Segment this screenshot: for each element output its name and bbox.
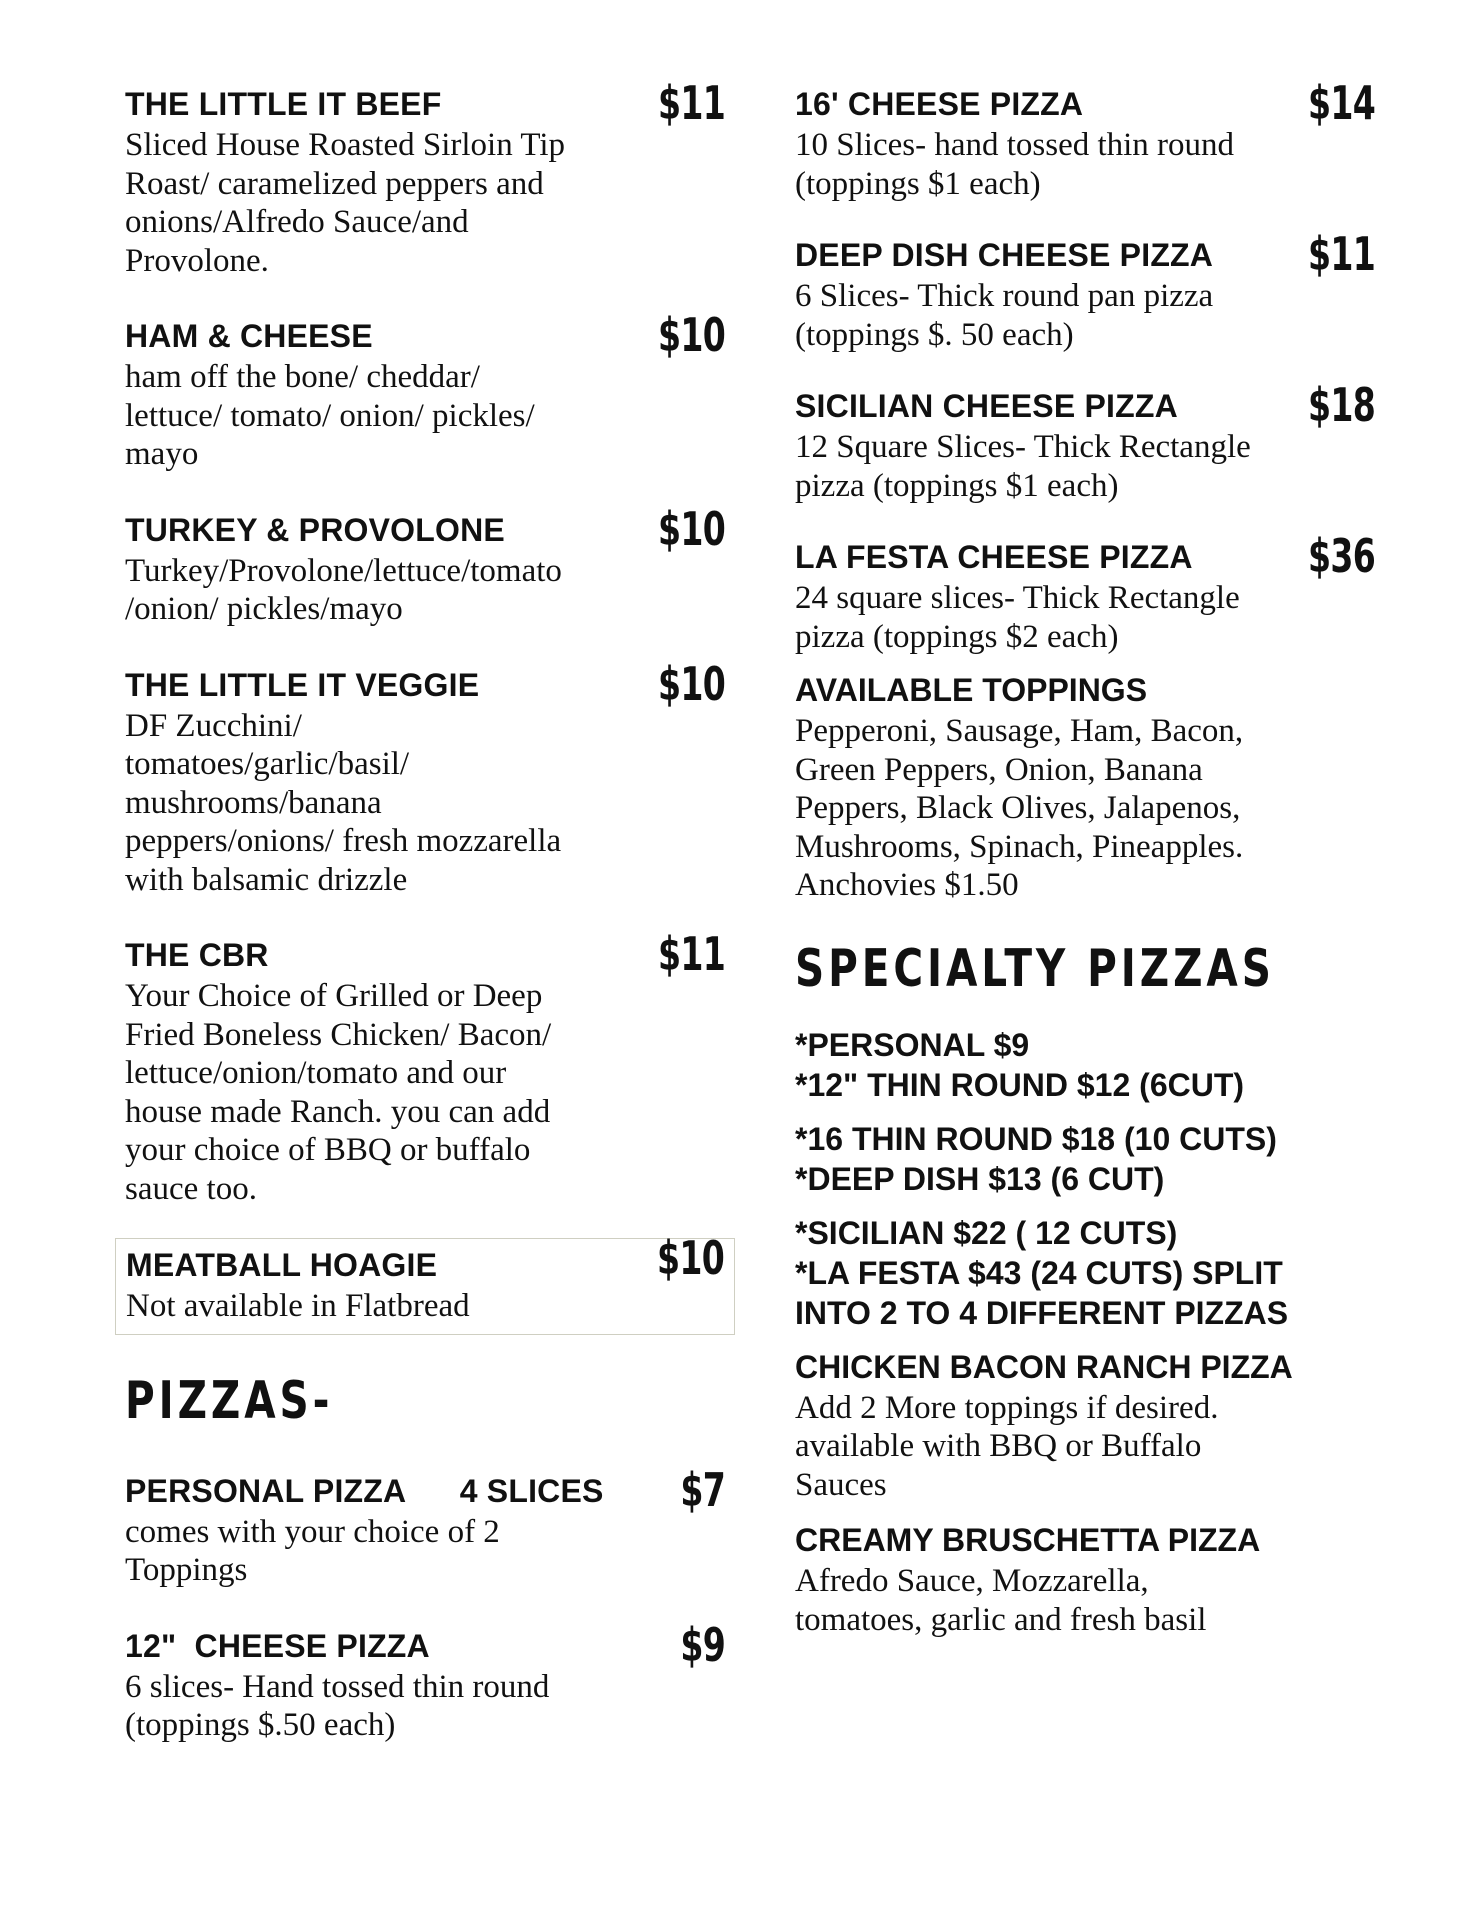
specialty-line: *LA FESTA $43 (24 CUTS) SPLIT <box>795 1254 1283 1291</box>
specialty-item <box>795 1520 1375 1639</box>
item-description: Turkey/Provolone/lettuce/tomato /onion/ pickles/mayo <box>125 552 562 627</box>
item-title: HAM & CHEESE <box>125 318 373 354</box>
item-title: DEEP DISH CHEESE PIZZA <box>795 237 1214 273</box>
specialty-line: *PERSONAL $9 <box>795 1026 1030 1063</box>
pizzas-heading: PIZZAS- <box>125 1370 334 1431</box>
right-column <box>795 78 1375 1671</box>
toppings-list: Pepperoni, Sausage, Ham, Bacon, Green Peppers, Onion, Banana Peppers, Black Olives, Jalapenos, Mushrooms, Spinach, Pineapples. Anchovies $1.50 <box>795 713 1244 903</box>
item-title: MEATBALL HOAGIE <box>126 1247 438 1283</box>
item-price: $10 <box>658 501 725 556</box>
specialty-line: INTO 2 TO 4 DIFFERENT PIZZAS <box>795 1294 1289 1331</box>
item-title: 12" CHEESE PIZZA <box>125 1627 430 1664</box>
menu-item <box>125 1617 725 1745</box>
specialty-line: *SICILIAN $22 ( 12 CUTS) <box>795 1214 1178 1251</box>
item-title: CHICKEN BACON RANCH PIZZA <box>795 1348 1293 1385</box>
item-title: LA FESTA CHEESE PIZZA <box>795 539 1193 575</box>
item-title: THE LITTLE IT VEGGIE <box>125 666 480 703</box>
specialty-pizzas-heading: SPECIALTY PIZZAS <box>795 938 1275 999</box>
item-title: CREAMY BRUSCHETTA PIZZA <box>795 1522 1261 1558</box>
specialty-price-group <box>795 1025 1375 1105</box>
item-description: 24 square slices- Thick Rectangle pizza (toppings $2 each) <box>795 580 1240 655</box>
specialty-line: *16 THIN ROUND $18 (10 CUTS) <box>795 1120 1277 1157</box>
left-column <box>125 78 725 1781</box>
item-description: ham off the bone/ cheddar/ lettuce/ tomato/ onion/ pickles/ mayo <box>125 359 535 472</box>
specialty-price-group <box>795 1119 1375 1199</box>
item-price: $9 <box>680 1617 725 1672</box>
item-price: $10 <box>657 1231 724 1285</box>
item-title: PERSONAL PIZZA 4 SLICES <box>125 1472 604 1509</box>
specialty-line: *12" THIN ROUND $12 (6CUT) <box>795 1066 1245 1103</box>
item-price: $36 <box>1308 529 1375 583</box>
item-title: TURKEY & PROVOLONE <box>125 511 505 548</box>
item-price: $11 <box>658 76 725 130</box>
item-description: 10 Slices- hand tossed thin round (toppings $1 each) <box>795 127 1235 202</box>
item-description: Afredo Sauce, Mozzarella, tomatoes, garlic and fresh basil <box>795 1563 1207 1638</box>
menu-item <box>125 1462 725 1590</box>
item-title: 16' CHEESE PIZZA <box>795 86 1084 122</box>
menu-item <box>795 227 1375 354</box>
item-description: Not available in Flatbread <box>126 1288 470 1324</box>
available-toppings <box>795 670 1375 905</box>
menu-item <box>125 308 725 474</box>
item-price: $10 <box>658 656 725 711</box>
item-price: $7 <box>680 1462 725 1517</box>
item-price: $14 <box>1308 76 1375 130</box>
item-description: Your Choice of Grilled or Deep Fried Boneless Chicken/ Bacon/ lettuce/onion/tomato and our house made Ranch. you can add your choice of BBQ or buffalo sauce too. <box>125 978 552 1207</box>
menu-item <box>795 378 1375 505</box>
menu-item <box>125 501 725 629</box>
menu-item <box>795 76 1375 203</box>
specialty-item <box>795 1347 1375 1505</box>
item-price: $10 <box>658 308 725 362</box>
meatball-hoagie-box <box>115 1231 735 1335</box>
item-description: 6 slices- Hand tossed thin round (toppings $.50 each) <box>125 1668 550 1743</box>
item-description: Add 2 More toppings if desired. available with BBQ or Buffalo Sauces <box>795 1389 1219 1503</box>
item-description: DF Zucchini/ tomatoes/garlic/basil/ mushrooms/banana peppers/onions/ fresh mozzarella with balsamic drizzle <box>125 707 562 898</box>
item-price: $18 <box>1308 378 1375 432</box>
item-price: $11 <box>1308 227 1375 281</box>
specialty-price-group <box>795 1213 1375 1333</box>
menu-item <box>125 76 725 280</box>
item-description: 6 Slices- Thick round pan pizza (toppings $. 50 each) <box>795 278 1214 353</box>
item-price: $11 <box>658 927 725 981</box>
item-description: 12 Square Slices- Thick Rectangle pizza (toppings $1 each) <box>795 429 1251 504</box>
toppings-title: AVAILABLE TOPPINGS <box>795 672 1148 708</box>
item-description: comes with your choice of 2 Toppings <box>125 1513 500 1588</box>
menu-item <box>125 656 725 900</box>
item-title: SICILIAN CHEESE PIZZA <box>795 388 1178 424</box>
item-title: THE LITTLE IT BEEF <box>125 86 442 122</box>
menu-item <box>125 927 725 1208</box>
menu-item <box>795 529 1375 656</box>
specialty-line: *DEEP DISH $13 (6 CUT) <box>795 1160 1165 1197</box>
item-title: THE CBR <box>125 937 269 973</box>
item-description: Sliced House Roasted Sirloin Tip Roast/ caramelized peppers and onions/Alfredo Sauce/and Provolone. <box>125 127 566 279</box>
